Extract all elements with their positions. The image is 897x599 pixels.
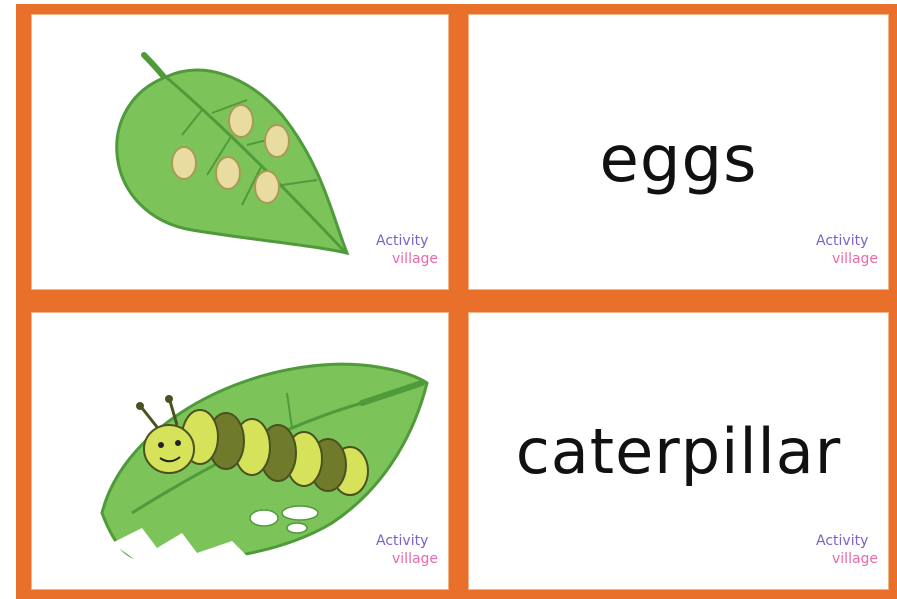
card-caterpillar-picture — [31, 312, 449, 590]
egg-icon — [172, 147, 196, 179]
activity-village-logo — [370, 227, 442, 271]
svg-text:Activity: Activity — [376, 233, 429, 249]
svg-text:Activity: Activity — [816, 233, 869, 249]
card-eggs-word — [468, 14, 889, 290]
card-word: caterpillar — [515, 415, 842, 488]
svg-text:Activity: Activity — [816, 533, 869, 549]
flashcard-sheet — [16, 4, 897, 599]
egg-icon — [229, 105, 253, 137]
svg-text:village: village — [832, 251, 879, 267]
egg-icon — [265, 125, 289, 157]
egg-icon — [255, 171, 279, 203]
card-word: eggs — [599, 123, 758, 197]
card-eggs-picture — [31, 14, 449, 290]
svg-text:village: village — [392, 251, 439, 267]
svg-text:village: village — [832, 551, 879, 567]
svg-text:Activity: Activity — [376, 533, 429, 549]
card-caterpillar-word — [468, 312, 889, 590]
egg-icon — [216, 157, 240, 189]
activity-village-logo — [810, 227, 882, 271]
caterpillar-head-icon — [144, 425, 194, 473]
activity-village-logo — [370, 527, 442, 571]
activity-village-logo — [810, 527, 882, 571]
svg-text:village: village — [392, 551, 439, 567]
